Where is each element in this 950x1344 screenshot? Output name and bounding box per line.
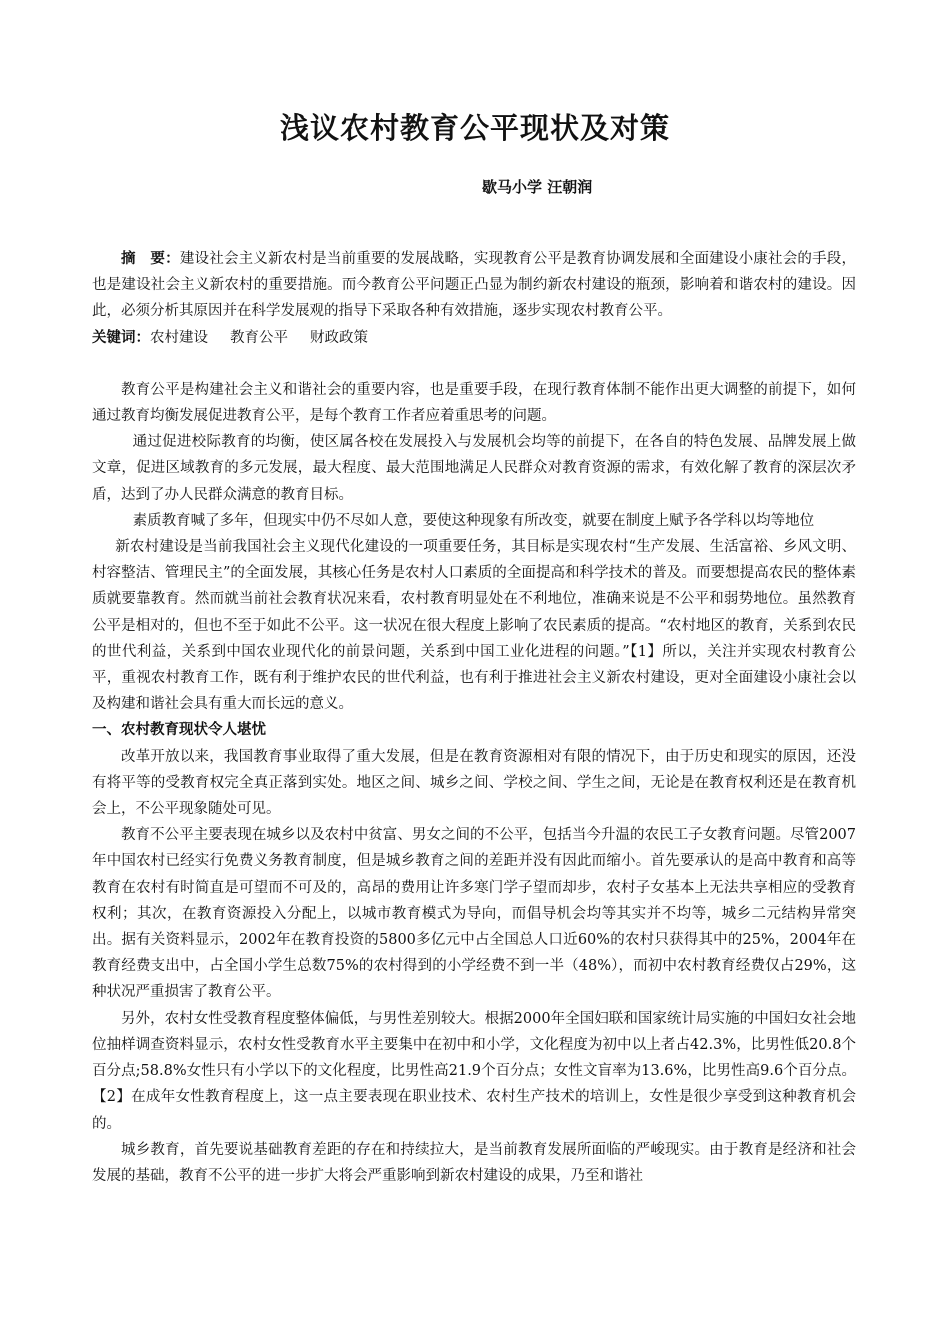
body-paragraph: 另外，农村女性受教育程度整体偏低，与男性差别较大。根据2000年全国妇联和国家统计局实施的中国妇女社会地位抽样调查资料显示，农村女性受教育水平主要集中在初中和小学，文化程度为初中以上者占42.3%，比男性低20.8个百分点;58.8%女性只有小学以下的文化程度，比男性高21.9个百分点；女性文盲率为13.6%，比男性高9.6个百分点。【2】在成年女性教育程度上，这一点主要表现在职业技术、农村生产技术的培训上，女性是很少享受到这种教育机会的。	[92, 1010, 857, 1132]
body-paragraph: 素质教育喊了多年，但现实中仍不尽如人意，要使这种现象有所改变，就要在制度上赋予各学科以均等地位	[132, 512, 815, 529]
document-title: 浅议农村教育公平现状及对策	[279, 111, 670, 145]
body-paragraph: 教育公平是构建社会主义和谐社会的重要内容，也是重要手段，在现行教育体制不能作出更大调整的前提下，如何通过教育均衡发展促进教育公平，是每个教育工作者应着重思考的问题。	[92, 381, 856, 425]
keyword-term: 财政政策	[310, 329, 368, 346]
keyword-term: 教育公平	[230, 329, 288, 346]
keyword-term: 农村建设	[150, 329, 208, 346]
keywords-label: 关键词：	[92, 328, 150, 346]
keywords-line	[92, 325, 856, 351]
body-paragraph: 教育不公平主要表现在城乡以及农村中贫富、男女之间的不公平，包括当今升温的农民工子女教育问题。尽管2007年中国农村已经实行免费义务教育制度，但是城乡教育之间的差距并没有因此而缩小。首先要承认的是高中教育和高等教育在农村有时简直是可望而不可及的，高昂的费用让许多寒门学子望而却步，农村子女基本上无法共享相应的受教育权利；其次，在教育资源投入分配上，以城市教育模式为导向，而倡导机会均等其实并不均等，城乡二元结构异常突出。据有关资料显示，2002年在教育投资的5800多亿元中占全国总人口近60%的农村只获得其中的25%，2004年在教育经费支出中，占全国小学生总数75%的农村得到的小学经费不到一半（48%），而初中农村教育经费仅占29%，这种状况严重损害了教育公平。	[92, 827, 856, 1001]
abstract-text: 建设社会主义新农村是当前重要的发展战略，实现教育公平是教育协调发展和全面建设小康社会的手段，也是建设社会主义新农村的重要措施。而今教育公平问题正凸显为制约新农村建设的瓶颈，影响着和谐农村的建设。因此，必须分析其原因并在科学发展观的指导下采取各种有效措施，逐步实现农村教育公平。	[92, 251, 857, 320]
abstract-paragraph	[92, 246, 856, 325]
author-line: 歇马小学 汪朝润	[482, 178, 593, 196]
body-paragraph: 通过促进校际教育的均衡，使区属各校在发展投入与发展机会均等的前提下，在各自的特色发展、品牌发展上做文章，促进区域教育的多元发展，最大程度、最大范围地满足人民群众对教育资源的需求，有效化解了教育的深层次矛盾，达到了办人民群众满意的教育目标。	[92, 434, 856, 503]
body-paragraph: 新农村建设是当前我国社会主义现代化建设的一项重要任务，其目标是实现农村“生产发展、生活富裕、乡风文明、村容整洁、管理民主”的全面发展，其核心任务是农村人口素质的全面提高和科学技术的普及。而要想提高农民的整体素质就要靠教育。然而就当前社会教育状况来看，农村教育明显处在不利地位，准确来说是不公平和弱势地位。虽然教育公平是相对的，但也不至于如此不公平。这一状况在很大程度上影响了农民素质的提高。“农村地区的教育，关系到农民的世代利益，关系到中国农业现代化的前景问题，关系到中国工业化进程的问题。”【1】所以，关注并实现农村教育公平，重视农村教育工作，既有利于维护农民的世代利益，也有利于推进社会主义新农村建设，更对全面建设小康社会以及构建和谐社会具有重大而长远的意义。	[92, 539, 856, 713]
document-body	[92, 246, 856, 1189]
section-heading: 一、农村教育现状令人堪忧	[92, 721, 266, 739]
abstract-label: 摘 要：	[121, 250, 180, 267]
body-paragraph: 改革开放以来，我国教育事业取得了重大发展，但是在教育资源相对有限的情况下，由于历史和现实的原因，还没有将平等的受教育权完全真正落到实处。地区之间、城乡之间、学校之间、学生之间，无论是在教育权利还是在教育机会上，不公平现象随处可见。	[92, 748, 856, 818]
body-paragraph: 城乡教育，首先要说基础教育差距的存在和持续拉大，是当前教育发展所面临的严峻现实。由于教育是经济和社会发展的基础，教育不公平的进一步扩大将会严重影响到新农村建设的成果，乃至和谐社	[92, 1141, 856, 1184]
spacer	[92, 351, 856, 377]
